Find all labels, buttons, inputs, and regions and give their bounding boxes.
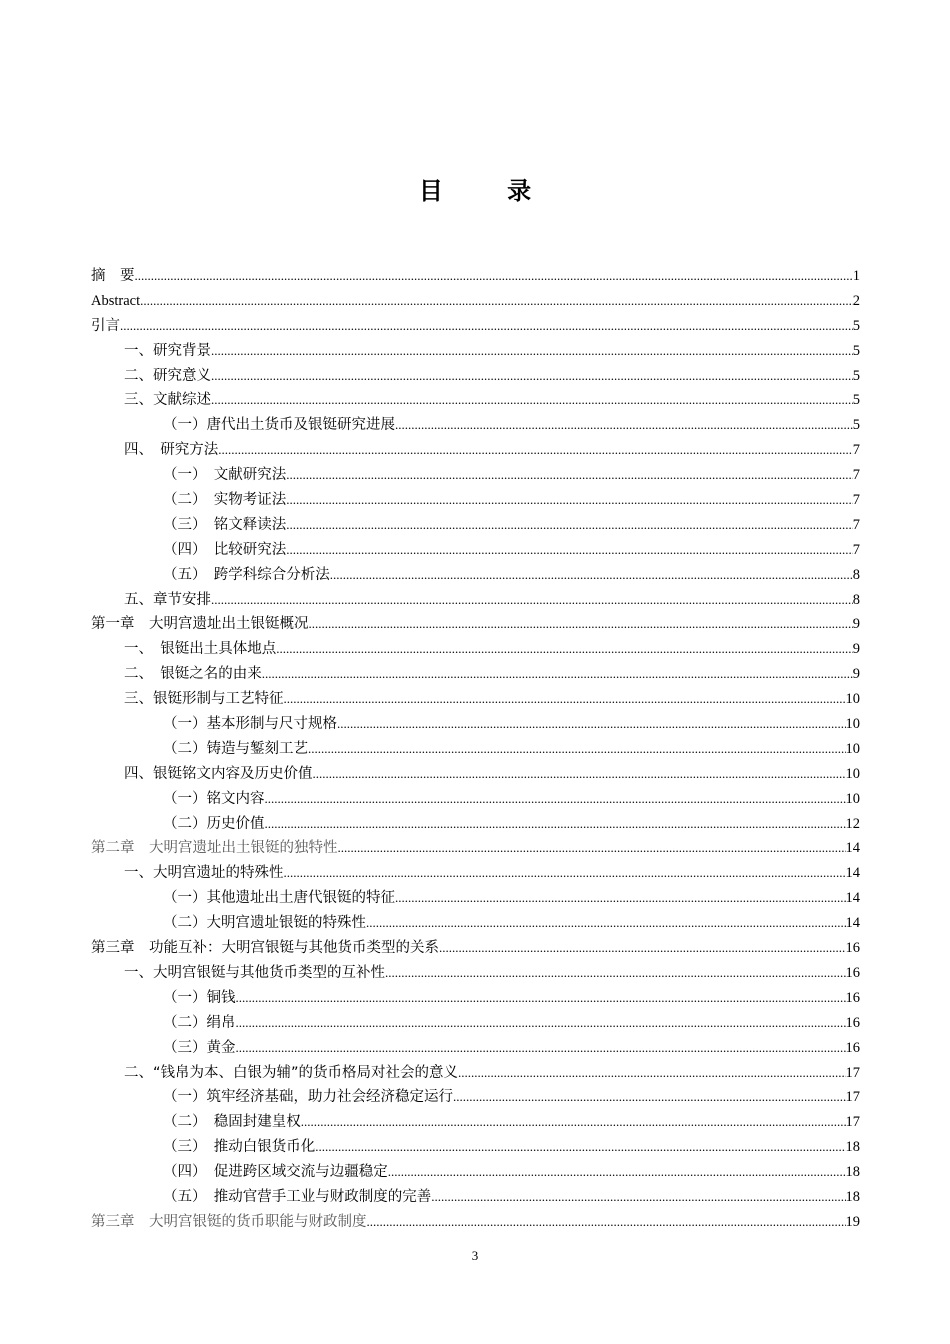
toc-entry[interactable]: [91, 1085, 860, 1110]
toc-entry[interactable]: [91, 1011, 860, 1036]
toc-entry[interactable]: [91, 712, 860, 737]
dot-leader: [236, 986, 846, 1011]
dot-leader: [218, 438, 853, 463]
toc-entry-page: 7: [852, 516, 860, 533]
toc-entry[interactable]: [91, 1210, 860, 1235]
dot-leader: [211, 588, 853, 613]
toc-entry-label: 三、银铤形制与工艺特征: [124, 691, 284, 708]
toc-entry[interactable]: [91, 737, 860, 762]
toc-entry[interactable]: [91, 488, 860, 513]
dot-leader: [315, 1135, 845, 1160]
dot-leader: [265, 812, 846, 837]
toc-entry[interactable]: [91, 438, 860, 463]
toc-entry-page: 14: [845, 840, 860, 857]
toc-entry-page: 18: [845, 1139, 860, 1156]
toc-entry-label: （一）筑牢经济基础，助力社会经济稳定运行: [163, 1089, 453, 1106]
dot-leader: [388, 1160, 846, 1185]
dot-leader: [458, 1061, 845, 1086]
toc-entry[interactable]: [91, 911, 860, 936]
toc-entry-page: 8: [852, 566, 860, 583]
dot-leader: [366, 911, 846, 936]
toc-entry-label: （三）黄金: [163, 1039, 236, 1056]
page-title: 目 录: [418, 177, 560, 205]
toc-entry[interactable]: [91, 637, 860, 662]
toc-entry-page: 18: [845, 1164, 860, 1181]
toc-entry-label: （一）铜钱: [163, 989, 236, 1006]
dot-leader: [284, 861, 846, 886]
toc-entry[interactable]: [91, 563, 860, 588]
toc-entry-label: （二）历史价值: [163, 815, 265, 832]
toc-entry[interactable]: [91, 1061, 860, 1086]
toc-entry-label: 一、大明宫银铤与其他货币类型的互补性: [124, 964, 385, 981]
toc-entry-page: 9: [852, 616, 860, 633]
toc-entry-label: （二） 稳固封建皇权: [163, 1114, 301, 1131]
toc-entry-label: 三、文献综述: [124, 392, 211, 409]
toc-entry-label: （二）大明宫遗址银铤的特殊性: [163, 915, 366, 932]
dot-leader: [276, 637, 853, 662]
toc-entry-label: 四、银铤铭文内容及历史价值: [124, 765, 313, 782]
toc-entry-page: 9: [852, 666, 860, 683]
dot-leader: [286, 538, 853, 563]
dot-leader: [453, 1085, 846, 1110]
toc-entry-label: 二、 银铤之名的由来: [124, 666, 262, 683]
toc-entry-label: 二、研究意义: [124, 367, 211, 384]
toc-entry-page: 17: [845, 1064, 860, 1081]
toc-entry[interactable]: [91, 861, 860, 886]
toc-entry-label: （二） 实物考证法: [163, 492, 287, 509]
toc-entry-label: （四） 比较研究法: [163, 541, 287, 558]
dot-leader: [308, 737, 846, 762]
toc-entry[interactable]: [91, 1110, 860, 1135]
toc-entry-label: 引言: [91, 317, 120, 334]
toc-entry[interactable]: [91, 886, 860, 911]
dot-leader: [367, 1210, 846, 1235]
toc-entry[interactable]: [91, 986, 860, 1011]
toc-entry[interactable]: [91, 388, 860, 413]
dot-leader: [385, 961, 846, 986]
toc-entry-label: （一）唐代出土货币及银铤研究进展: [163, 417, 395, 434]
dot-leader: [236, 1011, 846, 1036]
toc-entry-page: 9: [852, 641, 860, 658]
toc-entry[interactable]: [91, 513, 860, 538]
toc-entry[interactable]: [91, 264, 860, 289]
dot-leader: [286, 463, 853, 488]
toc-entry-label: （四） 促进跨区域交流与边疆稳定: [163, 1164, 388, 1181]
toc-entry[interactable]: [91, 961, 860, 986]
toc-entry-label: 一、大明宫遗址的特殊性: [124, 865, 284, 882]
dot-leader: [337, 712, 846, 737]
toc-entry-page: 1: [852, 268, 860, 284]
toc-entry-page: 17: [845, 1114, 860, 1131]
toc-entry-page: 5: [852, 342, 860, 359]
dot-leader: [286, 488, 853, 513]
toc-entry-page: 2: [852, 292, 860, 309]
toc-entry-label: 四、 研究方法: [124, 442, 219, 459]
toc-entry-label: （一）基本形制与尺寸规格: [163, 716, 337, 733]
toc-entry-label: （二）绢帛: [163, 1014, 236, 1031]
toc-entry[interactable]: [91, 836, 860, 861]
toc-entry-label: （五） 推动官营手工业与财政制度的完善: [163, 1188, 432, 1205]
toc-entry-label: 第二章 大明宫遗址出土银铤的独特性: [91, 840, 338, 857]
toc-entry-page: 14: [845, 915, 860, 932]
dot-leader: [439, 936, 846, 961]
dot-leader: [395, 413, 853, 438]
dot-leader: [236, 1036, 846, 1061]
toc-entry[interactable]: [91, 538, 860, 563]
toc-entry-label: 一、研究背景: [124, 342, 211, 359]
toc-entry[interactable]: [91, 1036, 860, 1061]
toc-entry-page: 16: [845, 964, 860, 981]
toc-entry-page: 5: [852, 367, 860, 384]
toc-entry-page: 10: [845, 691, 860, 708]
toc-entry-label: 第一章 大明宫遗址出土银铤概况: [91, 616, 309, 633]
toc-entry[interactable]: [91, 1185, 860, 1210]
dot-leader: [211, 364, 853, 389]
toc-entry-page: 16: [845, 1039, 860, 1056]
dot-leader: [301, 1110, 846, 1135]
toc-entry-label: 一、 银铤出土具体地点: [124, 641, 277, 658]
page-number: 3: [471, 1248, 479, 1263]
table-of-contents: [91, 264, 860, 1235]
dot-leader: [395, 886, 846, 911]
toc-entry-page: 8: [852, 591, 860, 608]
toc-entry-label: Abstract: [91, 292, 141, 309]
toc-entry-label: （一）铭文内容: [163, 790, 265, 807]
dot-leader: [313, 762, 846, 787]
toc-entry[interactable]: [91, 1160, 860, 1185]
toc-entry-page: 10: [845, 740, 860, 757]
dot-leader: [309, 612, 853, 637]
toc-entry-label: （一）其他遗址出土唐代银铤的特征: [163, 890, 395, 907]
toc-entry-page: 10: [845, 765, 860, 782]
toc-entry[interactable]: [91, 612, 860, 637]
toc-entry[interactable]: [91, 662, 860, 687]
toc-entry-label: 五、章节安排: [124, 591, 211, 608]
toc-entry[interactable]: [91, 413, 860, 438]
toc-entry-page: 7: [852, 467, 860, 484]
toc-entry[interactable]: [91, 339, 860, 364]
toc-entry-page: 12: [845, 815, 860, 832]
toc-entry[interactable]: [91, 588, 860, 613]
dot-leader: [135, 264, 853, 289]
toc-entry[interactable]: [91, 289, 860, 314]
toc-entry[interactable]: [91, 936, 860, 961]
dot-leader: [211, 339, 853, 364]
toc-entry-page: 5: [852, 392, 860, 409]
toc-entry[interactable]: [91, 812, 860, 837]
toc-entry-label: 第三章 功能互补：大明宫银铤与其他货币类型的关系: [91, 940, 439, 957]
toc-entry-page: 17: [845, 1089, 860, 1106]
dot-leader: [211, 388, 853, 413]
toc-entry-page: 19: [845, 1213, 860, 1230]
dot-leader: [120, 314, 853, 339]
toc-entry-page: 14: [845, 865, 860, 882]
dot-leader: [265, 787, 846, 812]
toc-entry-page: 5: [852, 417, 860, 434]
toc-entry-page: 18: [845, 1188, 860, 1205]
toc-entry[interactable]: [91, 314, 860, 339]
toc-entry[interactable]: [91, 787, 860, 812]
dot-leader: [330, 563, 853, 588]
toc-entry-page: 10: [845, 716, 860, 733]
toc-entry[interactable]: [91, 1135, 860, 1160]
toc-entry-page: 14: [845, 890, 860, 907]
toc-entry-label: （二）铸造与錾刻工艺: [163, 740, 308, 757]
dot-leader: [431, 1185, 845, 1210]
toc-entry-page: 16: [845, 940, 860, 957]
dot-leader: [284, 687, 846, 712]
toc-entry-page: 16: [845, 1014, 860, 1031]
toc-entry[interactable]: [91, 687, 860, 712]
dot-leader: [262, 662, 853, 687]
toc-entry-label: 摘 要: [91, 268, 135, 284]
toc-entry-label: （五） 跨学科综合分析法: [163, 566, 330, 583]
toc-entry[interactable]: [91, 364, 860, 389]
toc-entry-label: 第三章 大明宫银铤的货币职能与财政制度: [91, 1213, 367, 1230]
toc-entry-label: （三） 铭文释读法: [163, 516, 287, 533]
dot-leader: [338, 836, 846, 861]
toc-entry-page: 16: [845, 989, 860, 1006]
toc-entry-page: 7: [852, 492, 860, 509]
toc-entry-label: （三） 推动白银货币化: [163, 1139, 316, 1156]
toc-entry-page: 10: [845, 790, 860, 807]
dot-leader: [140, 289, 853, 314]
toc-entry-page: 5: [852, 317, 860, 334]
toc-entry-page: 7: [852, 442, 860, 459]
toc-entry-page: 7: [852, 541, 860, 558]
toc-entry-label: 二、“钱帛为本、白银为辅”的货币格局对社会的意义: [124, 1064, 459, 1081]
dot-leader: [286, 513, 853, 538]
toc-entry[interactable]: [91, 762, 860, 787]
toc-entry-label: （一） 文献研究法: [163, 467, 287, 484]
toc-entry[interactable]: [91, 463, 860, 488]
